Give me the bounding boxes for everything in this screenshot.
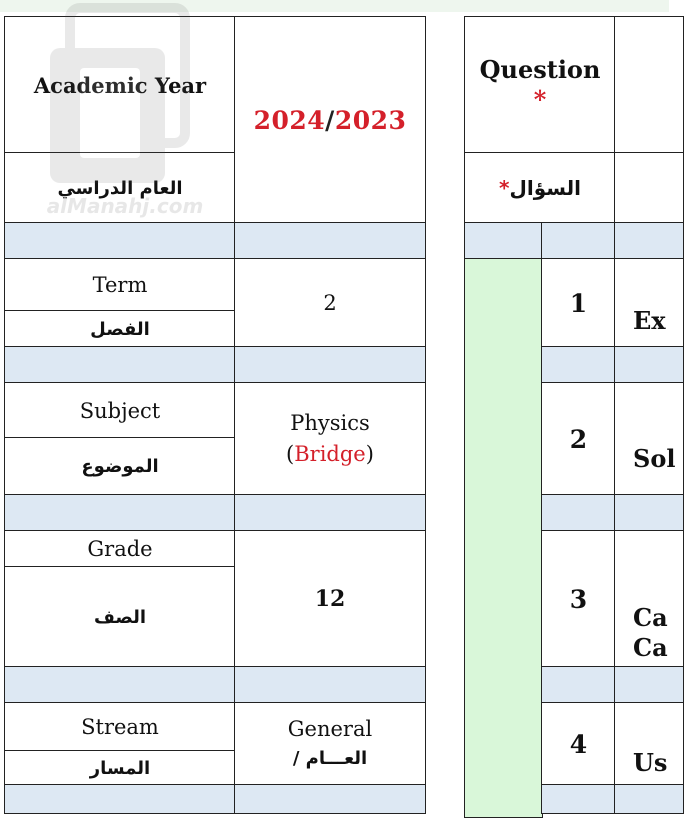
header-continuation bbox=[614, 16, 684, 154]
green-column bbox=[464, 258, 543, 818]
spacer-row bbox=[4, 222, 236, 260]
academic-year-value bbox=[234, 16, 426, 224]
subject-label: Subject bbox=[4, 382, 236, 439]
term-label: Term bbox=[4, 258, 236, 312]
term-value: 2 bbox=[234, 258, 426, 348]
stream-label-ar: المسار bbox=[4, 750, 236, 786]
spacer-row bbox=[234, 494, 426, 532]
spacer-row bbox=[4, 494, 236, 532]
spacer-row bbox=[4, 666, 236, 704]
question-text-3-line2: Ca bbox=[633, 633, 668, 662]
required-mark: * bbox=[533, 85, 547, 114]
grade-value: 12 bbox=[234, 530, 426, 668]
question-label-ar: السؤال * bbox=[464, 152, 616, 224]
subject-variant: (Bridge) bbox=[286, 442, 374, 466]
stream-name-ar: العـــام / bbox=[292, 748, 368, 769]
spacer-row bbox=[614, 784, 684, 814]
year-start: 2024 bbox=[253, 105, 326, 135]
spacer-row bbox=[234, 346, 426, 384]
spacer-row bbox=[541, 222, 616, 260]
header-continuation bbox=[614, 152, 684, 224]
spacer-row bbox=[541, 494, 616, 532]
year-separator: / bbox=[325, 105, 335, 135]
subject-name: Physics bbox=[290, 411, 370, 435]
question-text-2: Sol bbox=[614, 382, 684, 496]
top-strip bbox=[0, 0, 669, 12]
question-header bbox=[464, 16, 616, 154]
spacer-row bbox=[4, 346, 236, 384]
stream-label: Stream bbox=[4, 702, 236, 752]
question-text-1: Ex bbox=[614, 258, 684, 348]
subject-label-ar: الموضوع bbox=[4, 437, 236, 496]
question-label: Question bbox=[479, 55, 601, 84]
spacer-row bbox=[541, 784, 616, 814]
spacer-row bbox=[4, 784, 236, 814]
question-number-3: 3 bbox=[541, 530, 616, 668]
subject-bridge: Bridge bbox=[294, 442, 366, 466]
spacer-row bbox=[614, 222, 684, 260]
question-text-3-line1: Ca bbox=[633, 603, 668, 632]
required-mark-ar: * bbox=[499, 176, 510, 200]
subject-value bbox=[234, 382, 426, 496]
term-label-ar: الفصل bbox=[4, 310, 236, 348]
academic-year-label-ar: العام الدراسي bbox=[4, 152, 236, 224]
stream-value bbox=[234, 702, 426, 786]
spacer-row bbox=[234, 222, 426, 260]
spacer-row bbox=[614, 346, 684, 384]
question-number-1: 1 bbox=[541, 258, 616, 348]
spacer-row bbox=[541, 346, 616, 384]
spacer-row bbox=[614, 666, 684, 704]
question-text-4: Us bbox=[614, 702, 684, 786]
spacer-row bbox=[234, 666, 426, 704]
stream-name: General bbox=[287, 717, 373, 741]
spacer-row bbox=[541, 666, 616, 704]
spacer-row bbox=[234, 784, 426, 814]
academic-year-label: Academic Year bbox=[4, 16, 236, 154]
question-text-3 bbox=[614, 530, 684, 668]
spacer-row bbox=[464, 222, 543, 260]
grade-label: Grade bbox=[4, 530, 236, 568]
spacer-row bbox=[614, 494, 684, 532]
year-end: 2023 bbox=[334, 105, 407, 135]
question-number-4: 4 bbox=[541, 702, 616, 786]
grade-label-ar: الصف bbox=[4, 566, 236, 668]
question-number-2: 2 bbox=[541, 382, 616, 496]
